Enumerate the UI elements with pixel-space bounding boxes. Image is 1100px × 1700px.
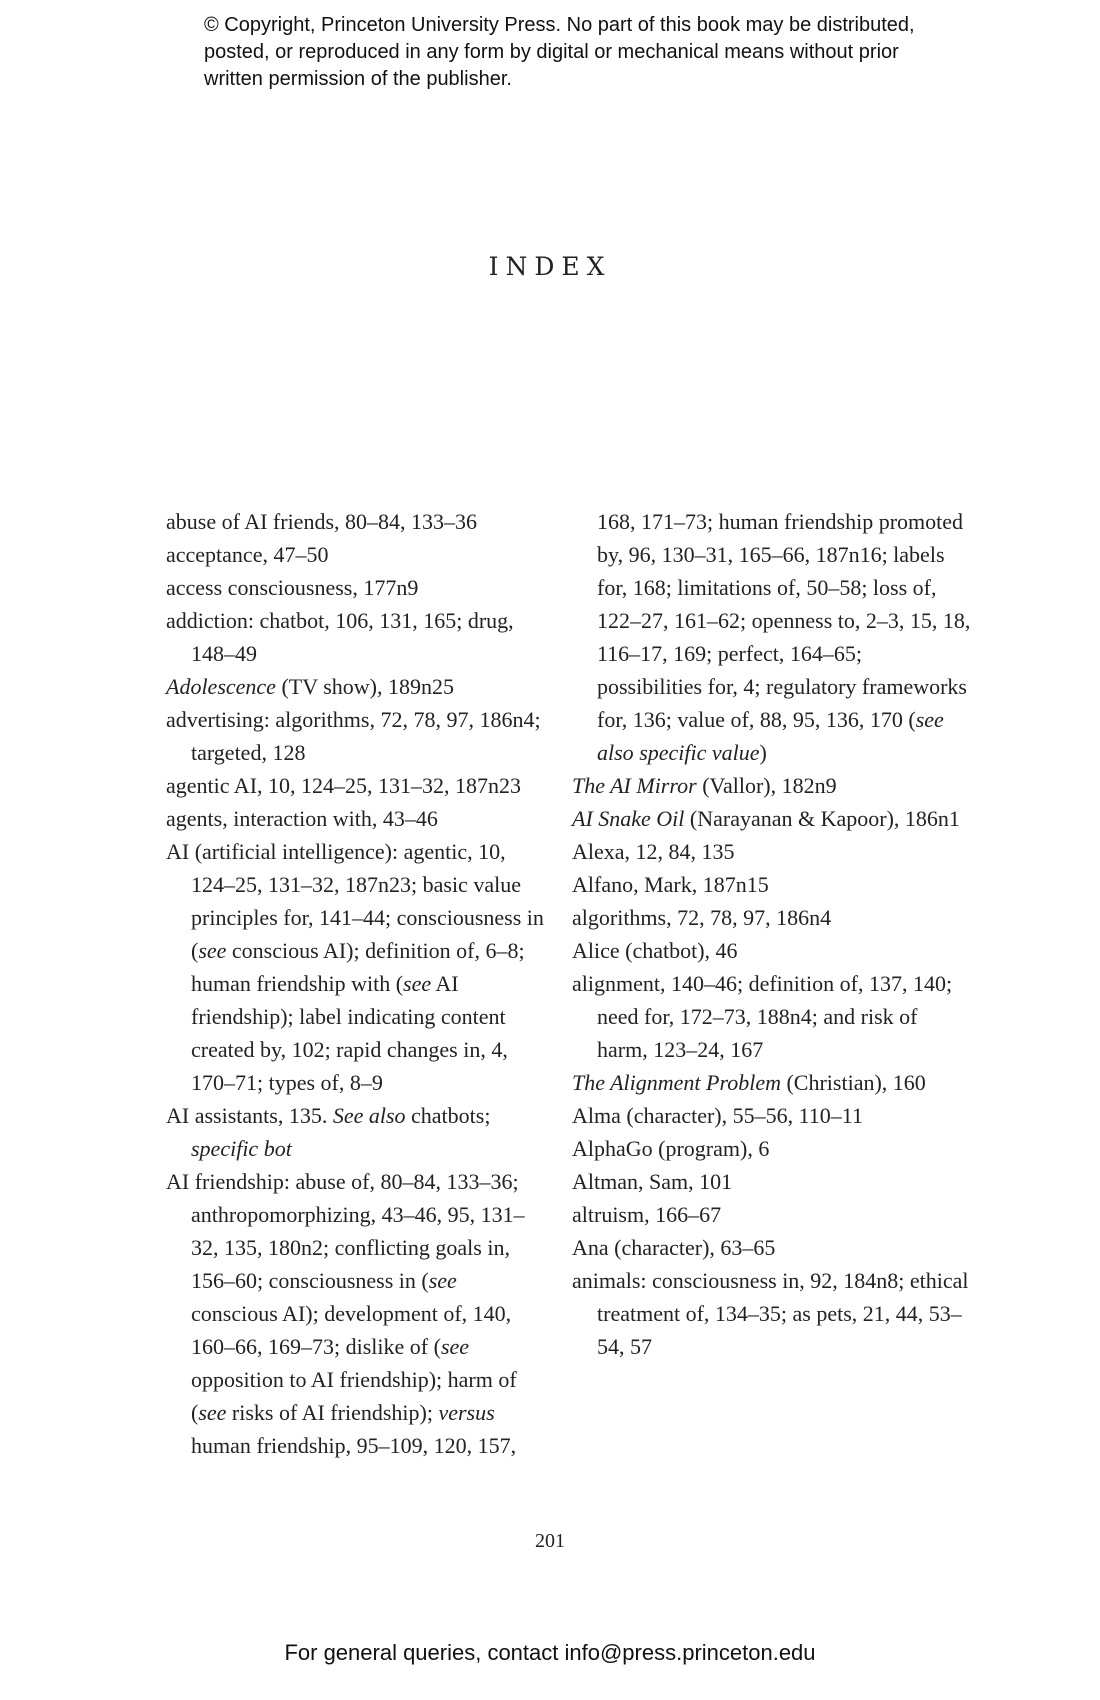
entry-text: acceptance, 47–50 <box>166 542 329 567</box>
entry-text: human friendship, 95–109, 120, 157, <box>191 1433 517 1458</box>
entry-text: (Christian), 160 <box>780 1070 926 1095</box>
entry-text: abuse of AI friends, 80–84, 133–36 <box>166 509 478 534</box>
index-entry <box>166 769 546 802</box>
index-entry <box>572 1099 972 1132</box>
page-title: INDEX <box>488 252 612 281</box>
entry-text: conscious AI); development of, 140, 160–66, 169–73; dislike of ( <box>191 1301 512 1359</box>
entry-text: Alexa, 12, 84, 135 <box>572 839 735 864</box>
index-entry <box>572 1231 972 1264</box>
index-entry <box>572 901 972 934</box>
entry-text: opposition to AI friendship); harm of ( <box>191 1367 517 1425</box>
index-entry <box>572 835 972 868</box>
index-entry <box>166 604 546 670</box>
index-entry <box>572 1132 972 1165</box>
index-column-right <box>572 505 972 1363</box>
entry-text: AI assistants, 135. <box>166 1103 333 1128</box>
index-column-left <box>166 505 546 1462</box>
entry-text: agents, interaction with, 43–46 <box>166 806 438 831</box>
italic-text: see <box>198 1400 227 1425</box>
index-entry <box>166 571 546 604</box>
entry-text: risks of AI friendship); <box>226 1400 439 1425</box>
index-entry <box>572 934 972 967</box>
italic-text: AI Snake Oil <box>572 806 685 831</box>
entry-text: alignment, 140–46; definition of, 137, 140; need for, 172–73, 188n4; and risk of harm, 123–24, 167 <box>572 971 953 1062</box>
entry-text: Alfano, Mark, 187n15 <box>572 872 769 897</box>
index-entry <box>166 703 546 769</box>
entry-text: AI friendship: abuse of, 80–84, 133–36; anthropomorphizing, 43–46, 95, 131–32, 135, 180n2; conflicting goals in, 156–60; consciousness in ( <box>166 1169 525 1293</box>
index-entry <box>166 802 546 835</box>
italic-text: see <box>403 971 432 996</box>
index-entry <box>166 835 546 1099</box>
entry-text: (Narayanan & Kapoor), 186n1 <box>684 806 960 831</box>
index-entry <box>572 1066 972 1099</box>
entry-text: AI friendship); label indicating content created by, 102; rapid changes in, 4, 170–71; types of, 8–9 <box>191 971 508 1095</box>
entry-text: access consciousness, 177n9 <box>166 575 419 600</box>
entry-text: Alice (chatbot), 46 <box>572 938 738 963</box>
index-entry <box>572 1165 972 1198</box>
italic-text: The AI Mirror <box>572 773 697 798</box>
index-entry <box>166 1099 546 1165</box>
index-entry <box>572 769 972 802</box>
copyright-notice: © Copyright, Princeton University Press. No part of this book may be distributed, posted, or reproduced in any form by digital or mechanical means without prior written permission of the publisher. <box>204 14 915 90</box>
entry-text: advertising: algorithms, 72, 78, 97, 186n4; targeted, 128 <box>166 707 541 765</box>
entry-text: AlphaGo (program), 6 <box>572 1136 770 1161</box>
index-entry <box>572 802 972 835</box>
index-entry <box>166 538 546 571</box>
entry-text: animals: consciousness in, 92, 184n8; ethical treatment of, 134–35; as pets, 21, 44, 53–54, 57 <box>572 1268 969 1359</box>
entry-text: addiction: chatbot, 106, 131, 165; drug, 148–49 <box>166 608 514 666</box>
entry-text: AI (artificial intelligence): agentic, 10, 124–25, 131–32, 187n23; basic value principles for, 141–44; consciousness in ( <box>166 839 544 963</box>
entry-text: conscious AI); definition of, 6–8; human friendship with ( <box>191 938 525 996</box>
entry-text: Alma (character), 55–56, 110–11 <box>572 1103 863 1128</box>
entry-text: Altman, Sam, 101 <box>572 1169 733 1194</box>
entry-text: 168, 171–73; human friendship promoted by, 96, 130–31, 165–66, 187n16; labels for, 168; limitations of, 50–58; loss of, 122–27, 161–62; openness to, 2–3, 15, 18, 116–17, 169; perfect, 164–65; possibilities for, 4; regulatory frameworks for, 136; value of, 88, 95, 136, 170 ( <box>597 509 971 732</box>
index-entry <box>572 1198 972 1231</box>
italic-text: see <box>428 1268 457 1293</box>
index-entry <box>166 505 546 538</box>
index-entry <box>572 868 972 901</box>
entry-text: (Vallor), 182n9 <box>696 773 837 798</box>
italic-text: see <box>198 938 227 963</box>
italic-text: The Alignment Problem <box>572 1070 781 1095</box>
italic-text: Adolescence <box>166 674 276 699</box>
entry-text: chatbots; <box>405 1103 491 1128</box>
italic-text: see also <box>597 707 944 765</box>
entry-text: altruism, 166–67 <box>572 1202 722 1227</box>
italic-text: specific value <box>639 740 760 765</box>
index-entry <box>572 967 972 1066</box>
italic-text: See also <box>332 1103 406 1128</box>
index-entry-continuation <box>572 505 972 769</box>
page-number: 201 <box>535 1530 565 1552</box>
index-entry <box>166 1165 546 1462</box>
entry-text: Ana (character), 63–65 <box>572 1235 776 1260</box>
entry-text: algorithms, 72, 78, 97, 186n4 <box>572 905 832 930</box>
entry-text: ) <box>759 740 767 765</box>
entry-text: (TV show), 189n25 <box>275 674 454 699</box>
italic-text: versus <box>438 1400 495 1425</box>
italic-text: specific bot <box>191 1136 292 1161</box>
index-entry <box>166 670 546 703</box>
italic-text: see <box>440 1334 470 1359</box>
entry-text: agentic AI, 10, 124–25, 131–32, 187n23 <box>166 773 522 798</box>
contact-footer: For general queries, contact info@press.princeton.edu <box>284 1640 816 1665</box>
index-entry <box>572 1264 972 1363</box>
